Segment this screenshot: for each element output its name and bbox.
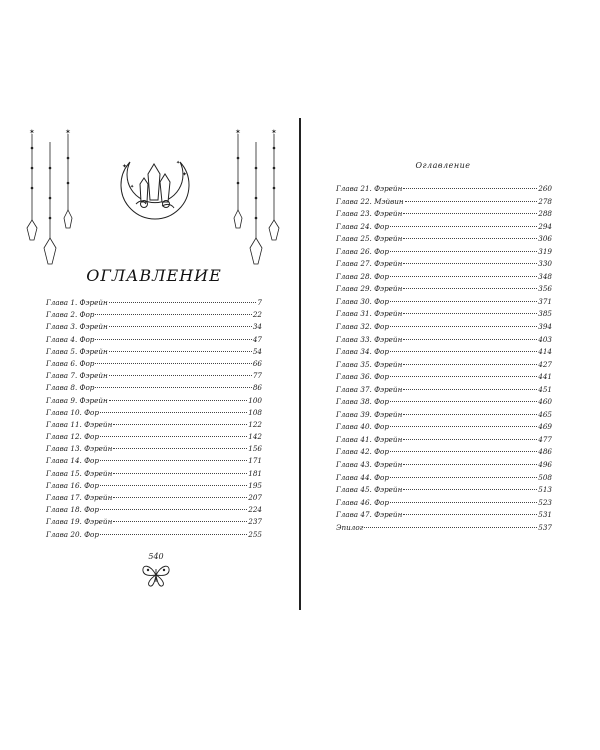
toc-entry	[336, 258, 552, 271]
toc-entry-page: 356	[538, 284, 552, 294]
toc-leader-dots	[113, 521, 247, 522]
toc-entry	[336, 246, 552, 259]
toc-entry-page: 181	[248, 468, 262, 478]
toc-leader-dots	[403, 439, 537, 440]
toc-leader-dots	[113, 424, 247, 425]
toc-entry	[46, 358, 262, 370]
toc-leader-dots	[390, 251, 537, 252]
toc-leader-dots	[403, 389, 537, 390]
toc-entry-page: 34	[252, 322, 262, 332]
toc-entry-label: Глава 16. Фор	[46, 480, 99, 490]
toc-entry	[336, 421, 552, 434]
toc-leader-dots	[390, 276, 537, 277]
hanging-crystal-strings-left-icon	[22, 128, 82, 278]
toc-entry-label: Глава 11. Фэрейн	[46, 419, 113, 429]
toc-leader-dots	[100, 460, 247, 461]
toc-leader-dots	[390, 502, 537, 503]
toc-entry-label: Глава 9. Фэрейн	[46, 395, 108, 405]
toc-leader-dots	[100, 485, 247, 486]
toc-entry-label: Эпилог	[336, 522, 364, 532]
toc-leader-dots	[100, 412, 247, 413]
toc-leader-dots	[403, 489, 537, 490]
toc-entry-label: Глава 36. Фор	[336, 372, 389, 382]
toc-leader-dots	[403, 514, 537, 515]
toc-entry-page: 451	[538, 384, 552, 394]
toc-leader-dots	[403, 238, 537, 239]
toc-entry	[336, 371, 552, 384]
toc-entry-page: 403	[538, 334, 552, 344]
toc-entry	[336, 396, 552, 409]
toc-entry	[46, 529, 262, 541]
toc-entry-page: 108	[248, 407, 262, 417]
toc-entry	[336, 196, 552, 209]
toc-entry-label: Глава 31. Фэрейн	[336, 309, 403, 319]
toc-entry-label: Глава 3. Фэрейн	[46, 322, 108, 332]
toc-entry-page: 427	[538, 359, 552, 369]
page-number: 540	[148, 552, 164, 561]
toc-entry	[46, 309, 262, 321]
svg-text:✦: ✦	[122, 163, 128, 170]
toc-entry-page: 156	[248, 444, 262, 454]
toc-entry-page: 486	[538, 447, 552, 457]
toc-leader-dots	[403, 213, 537, 214]
toc-leader-dots	[95, 339, 251, 340]
toc-entry	[336, 472, 552, 485]
toc-entry	[336, 321, 552, 334]
toc-entry-page: 319	[538, 246, 552, 256]
toc-entry-page: 142	[248, 432, 262, 442]
svg-text:✦: ✦	[130, 184, 135, 190]
toc-leader-dots	[390, 351, 537, 352]
toc-entry	[336, 497, 552, 510]
toc-entry-label: Глава 1. Фэрейн	[46, 298, 108, 307]
toc-entry	[46, 297, 262, 309]
toc-entry	[46, 443, 262, 455]
toc-entry	[46, 370, 262, 382]
toc-leader-dots	[113, 497, 247, 498]
toc-entry-label: Глава 18. Фор	[46, 505, 99, 515]
toc-entry-page: 7	[257, 298, 262, 307]
toc-entry-page: 260	[538, 184, 552, 193]
toc-entry	[336, 308, 552, 321]
toc-entry-label: Глава 44. Фор	[336, 472, 389, 482]
toc-entry	[336, 183, 552, 196]
toc-leader-dots	[390, 326, 537, 327]
toc-entry	[336, 434, 552, 447]
toc-entry-label: Глава 46. Фор	[336, 497, 389, 507]
toc-leader-dots	[390, 226, 537, 227]
toc-entry-page: 414	[538, 347, 552, 357]
toc-entry-page: 348	[538, 271, 552, 281]
toc-leader-dots	[390, 451, 537, 452]
toc-entry-page: 513	[538, 485, 552, 495]
toc-entry-label: Глава 34. Фор	[336, 347, 389, 357]
toc-entry-label: Глава 37. Фэрейн	[336, 384, 403, 394]
toc-entry-page: 288	[538, 209, 552, 219]
toc-leader-dots	[403, 414, 537, 415]
toc-leader-dots	[403, 313, 537, 314]
toc-entry-label: Глава 47. Фэрейн	[336, 510, 403, 520]
toc-entry-label: Глава 8. Фор	[46, 383, 95, 393]
toc-leader-dots	[390, 426, 537, 427]
toc-list-right	[336, 183, 552, 534]
toc-entry-page: 294	[538, 221, 552, 231]
toc-entry	[46, 468, 262, 480]
svg-text:✶: ✶	[271, 128, 277, 136]
toc-leader-dots	[403, 464, 537, 465]
toc-entry	[46, 346, 262, 358]
toc-entry-label: Глава 22. Мэйвин	[336, 196, 404, 206]
toc-entry-label: Глава 17. Фэрейн	[46, 493, 113, 502]
toc-leader-dots	[109, 351, 252, 352]
toc-entry	[336, 208, 552, 221]
toc-entry-label: Глава 45. Фэрейн	[336, 485, 403, 495]
toc-entry	[336, 271, 552, 284]
toc-entry-label: Глава 5. Фэрейн	[46, 346, 108, 356]
toc-entry	[336, 334, 552, 347]
toc-entry-label: Глава 28. Фор	[336, 271, 389, 281]
toc-entry-page: 237	[248, 517, 262, 527]
toc-leader-dots	[113, 448, 247, 449]
toc-leader-dots	[109, 326, 252, 327]
crescent-moon-crystals-icon	[110, 152, 200, 232]
toc-entry-page: 255	[248, 529, 262, 539]
toc-entry-page: 100	[248, 395, 262, 405]
toc-entry-page: 508	[538, 472, 552, 482]
toc-leader-dots	[403, 364, 537, 365]
svg-text:✶: ✶	[65, 128, 71, 136]
toc-entry-label: Глава 29. Фэрейн	[336, 284, 403, 294]
toc-entry-page: 465	[538, 409, 552, 419]
toc-entry	[336, 359, 552, 372]
toc-entry	[46, 431, 262, 443]
toc-entry-page: 66	[252, 358, 262, 368]
toc-entry	[336, 221, 552, 234]
toc-leader-dots	[403, 288, 537, 289]
toc-entry	[46, 480, 262, 492]
toc-entry	[46, 395, 262, 407]
toc-entry-label: Глава 10. Фор	[46, 407, 99, 417]
svg-text:✶: ✶	[29, 128, 35, 136]
toc-title: ОГЛАВЛЕНИЕ	[86, 266, 222, 285]
toc-entry	[46, 382, 262, 394]
toc-entry-page: 477	[538, 434, 552, 444]
toc-entry-label: Глава 33. Фэрейн	[336, 334, 403, 344]
toc-leader-dots	[109, 375, 252, 376]
toc-entry	[46, 504, 262, 516]
toc-entry-page: 523	[538, 497, 552, 507]
toc-list-left	[46, 297, 262, 541]
toc-entry-page: 278	[538, 196, 552, 206]
toc-leader-dots	[109, 302, 257, 303]
toc-entry-label: Глава 40. Фор	[336, 422, 389, 432]
toc-entry-label: Глава 38. Фор	[336, 397, 389, 407]
toc-leader-dots	[390, 477, 537, 478]
toc-leader-dots	[403, 263, 537, 264]
svg-text:✦: ✦	[176, 160, 181, 166]
toc-entry-label: Глава 12. Фор	[46, 432, 99, 442]
toc-entry	[336, 233, 552, 246]
toc-entry-page: 54	[252, 346, 262, 356]
toc-entry-label: Глава 27. Фэрейн	[336, 259, 403, 269]
toc-entry-label: Глава 32. Фор	[336, 322, 389, 332]
hanging-crystal-strings-right-icon	[228, 128, 288, 278]
toc-leader-dots	[109, 400, 248, 401]
toc-leader-dots	[95, 387, 251, 388]
toc-entry-label: Глава 39. Фэрейн	[336, 409, 403, 419]
toc-entry-label: Глава 2. Фор	[46, 310, 95, 320]
toc-entry-page: 537	[538, 522, 552, 532]
toc-leader-dots	[100, 509, 247, 510]
toc-entry-page: 195	[248, 480, 262, 490]
toc-entry-label: Глава 15. Фэрейн	[46, 468, 113, 478]
toc-leader-dots	[95, 314, 251, 315]
toc-entry-page: 86	[252, 383, 262, 393]
toc-entry-label: Глава 42. Фор	[336, 447, 389, 457]
toc-entry-label: Глава 24. Фор	[336, 221, 389, 231]
toc-leader-dots	[364, 527, 537, 528]
toc-entry-label: Глава 4. Фор	[46, 334, 95, 344]
toc-entry	[336, 409, 552, 422]
toc-entry	[46, 321, 262, 333]
toc-entry	[46, 419, 262, 431]
toc-entry-page: 22	[252, 310, 262, 320]
toc-entry-page: 385	[538, 309, 552, 319]
toc-leader-dots	[405, 201, 538, 202]
toc-entry-page: 224	[248, 505, 262, 515]
toc-leader-dots	[403, 339, 537, 340]
toc-entry-label: Глава 13. Фэрейн	[46, 444, 113, 454]
toc-entry	[46, 407, 262, 419]
toc-entry	[336, 459, 552, 472]
butterfly-icon	[140, 562, 172, 588]
toc-entry	[336, 509, 552, 522]
toc-entry-label: Глава 35. Фэрейн	[336, 359, 403, 369]
toc-entry	[336, 384, 552, 397]
toc-entry-page: 122	[248, 419, 262, 429]
toc-leader-dots	[100, 436, 247, 437]
toc-entry-label: Глава 21. Фэрейн	[336, 184, 403, 193]
toc-entry-label: Глава 26. Фор	[336, 246, 389, 256]
toc-entry	[336, 522, 552, 535]
toc-entry-label: Глава 20. Фор	[46, 529, 99, 539]
toc-entry-label: Глава 30. Фор	[336, 296, 389, 306]
svg-text:✦: ✦	[182, 171, 188, 178]
toc-entry-page: 47	[252, 334, 262, 344]
toc-entry-page: 469	[538, 422, 552, 432]
toc-entry-page: 77	[252, 371, 262, 381]
toc-leader-dots	[390, 301, 537, 302]
toc-leader-dots	[403, 188, 537, 189]
toc-entry	[336, 484, 552, 497]
toc-entry-page: 531	[538, 510, 552, 520]
toc-entry-page: 496	[538, 460, 552, 470]
toc-entry-page: 207	[248, 493, 262, 502]
toc-entry-label: Глава 41. Фэрейн	[336, 434, 403, 444]
toc-leader-dots	[100, 534, 247, 535]
toc-entry-page: 371	[538, 296, 552, 306]
toc-entry-page: 441	[538, 372, 552, 382]
toc-leader-dots	[390, 401, 537, 402]
toc-entry-label: Глава 6. Фор	[46, 358, 95, 368]
toc-entry-label: Глава 25. Фэрейн	[336, 234, 403, 244]
toc-entry-label: Глава 7. Фэрейн	[46, 371, 108, 381]
toc-leader-dots	[113, 473, 247, 474]
toc-entry	[46, 516, 262, 528]
toc-entry	[336, 446, 552, 459]
toc-heading-right: Оглавление	[415, 161, 471, 170]
toc-leader-dots	[95, 363, 251, 364]
toc-entry-label: Глава 43. Фэрейн	[336, 460, 403, 470]
toc-entry-page: 306	[538, 234, 552, 244]
toc-entry	[336, 296, 552, 309]
toc-entry-label: Глава 14. Фор	[46, 456, 99, 466]
toc-entry	[336, 283, 552, 296]
toc-entry	[46, 455, 262, 467]
toc-entry	[46, 492, 262, 504]
toc-entry-page: 460	[538, 397, 552, 407]
toc-leader-dots	[390, 376, 537, 377]
toc-entry	[46, 334, 262, 346]
toc-entry-label: Глава 19. Фэрейн	[46, 517, 113, 527]
toc-entry-label: Глава 23. Фэрейн	[336, 209, 403, 219]
toc-entry-page: 330	[538, 259, 552, 269]
svg-text:✶: ✶	[235, 128, 241, 136]
toc-entry-page: 394	[538, 322, 552, 332]
toc-entry	[336, 346, 552, 359]
toc-entry-page: 171	[248, 456, 262, 466]
